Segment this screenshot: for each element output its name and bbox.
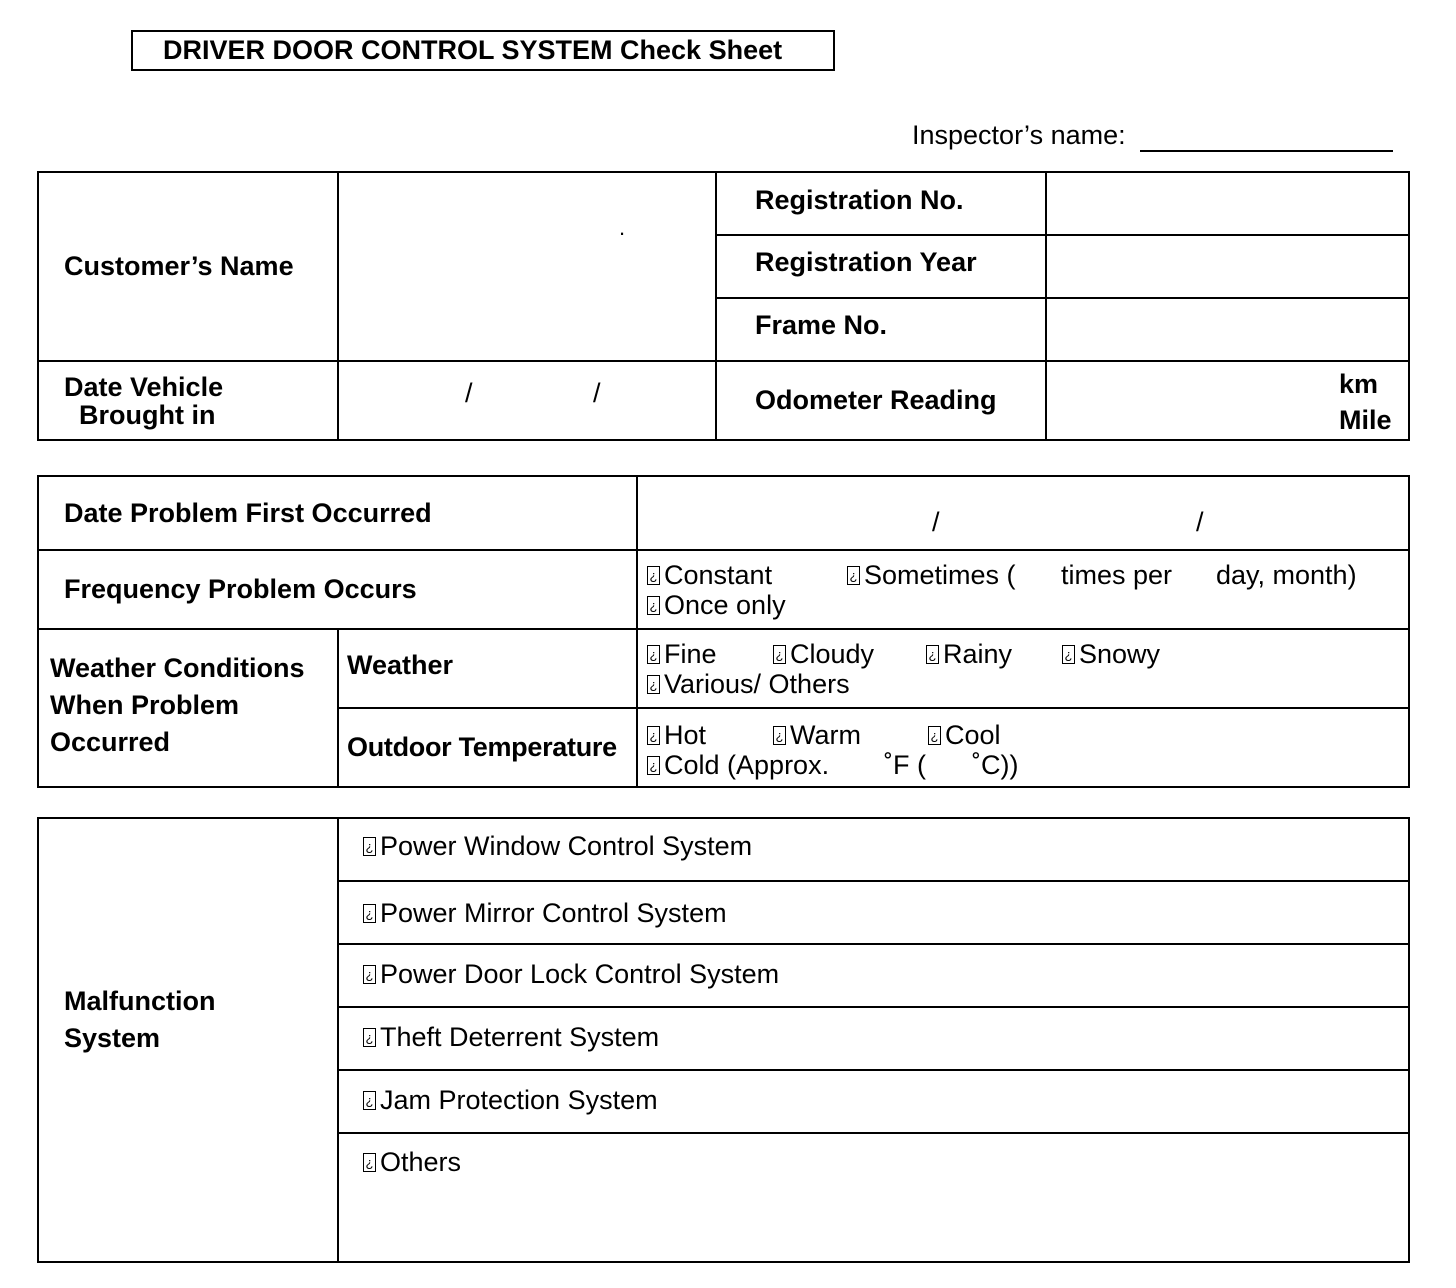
malfunction-system-row: [338, 1133, 1409, 1262]
weather-label: Weather: [347, 650, 454, 681]
frequency-day-month: day, month): [1216, 560, 1357, 590]
problem-info-table: [37, 475, 1410, 788]
registration-no-label-cell: [716, 172, 1046, 235]
malfunction-option-power-door-lock[interactable]: ¿ Power Door Lock Control System: [363, 959, 779, 990]
customer-name-label: Customer’s Name: [64, 251, 294, 282]
malfunction-option-others[interactable]: ¿ Others: [363, 1147, 461, 1178]
weather-conditions-label-line1: Weather Conditions: [50, 652, 305, 683]
malfunction-label-line2: System: [64, 1023, 161, 1053]
weather-conditions-label-cell: [38, 629, 338, 787]
frame-no-label: Frame No.: [755, 310, 888, 341]
registration-year-label-cell: [716, 235, 1046, 298]
checkbox-icon[interactable]: ¿: [363, 1153, 376, 1172]
malfunction-system-row: [338, 944, 1409, 1007]
checkbox-icon[interactable]: ¿: [1062, 645, 1075, 664]
temperature-deg-f: ˚F (: [884, 750, 926, 780]
malfunction-label-cell: [38, 818, 338, 1262]
malfunction-table: [37, 817, 1410, 1263]
weather-label-cell: [338, 629, 637, 708]
checkbox-icon[interactable]: ¿: [647, 645, 660, 664]
odometer-label-cell: [716, 361, 1046, 440]
customer-name-mark: .: [619, 215, 626, 240]
odometer-unit-km: km: [1339, 369, 1379, 399]
malfunction-label-line1: Malfunction: [64, 986, 216, 1016]
temperature-option-warm[interactable]: ¿ Warm: [773, 720, 861, 751]
date-brought-in-field[interactable]: [338, 361, 716, 440]
vehicle-info-table: [37, 171, 1410, 441]
weather-conditions-label-line2: When Problem: [50, 689, 240, 720]
checkbox-icon[interactable]: ¿: [647, 756, 660, 775]
frequency-times-per: times per: [1061, 560, 1173, 590]
weather-option-snowy[interactable]: ¿ Snowy: [1062, 639, 1160, 670]
weather-option-cloudy[interactable]: ¿ Cloudy: [773, 639, 874, 670]
registration-no-field[interactable]: [1046, 172, 1409, 235]
inspector-name-field[interactable]: [1140, 150, 1393, 152]
malfunction-option-jam-protection[interactable]: ¿ Jam Protection System: [363, 1085, 658, 1116]
checkbox-icon[interactable]: ¿: [647, 596, 660, 615]
checkbox-icon[interactable]: ¿: [363, 1028, 376, 1047]
checkbox-icon[interactable]: ¿: [363, 1091, 376, 1110]
malfunction-option-power-window[interactable]: ¿ Power Window Control System: [363, 831, 752, 862]
date-first-occurred-field[interactable]: [637, 476, 1409, 550]
frequency-option-constant[interactable]: ¿ Constant: [647, 560, 772, 591]
checkbox-icon[interactable]: ¿: [926, 645, 939, 664]
customer-name-field[interactable]: [338, 172, 716, 361]
weather-option-fine[interactable]: ¿ Fine: [647, 639, 717, 670]
page-title-text: DRIVER DOOR CONTROL SYSTEM Check Sheet: [163, 35, 783, 65]
frequency-options-cell: [637, 550, 1409, 629]
malfunction-system-row: [338, 818, 1409, 881]
date-brought-in-label-cell: [38, 361, 338, 440]
malfunction-option-power-mirror[interactable]: ¿ Power Mirror Control System: [363, 898, 727, 929]
odometer-field[interactable]: [1046, 361, 1409, 440]
malfunction-system-row: [338, 1007, 1409, 1070]
temperature-option-hot[interactable]: ¿ Hot: [647, 720, 706, 751]
weather-options-cell: [637, 629, 1409, 708]
temperature-label-cell: [338, 708, 637, 787]
weather-option-rainy[interactable]: ¿ Rainy: [926, 639, 1012, 670]
frequency-option-sometimes[interactable]: ¿ Sometimes (: [847, 560, 1016, 591]
checkbox-icon[interactable]: ¿: [647, 726, 660, 745]
date-first-separator-1: /: [932, 507, 940, 537]
date-first-occurred-label-cell: [38, 476, 637, 550]
inspector-label: Inspector’s name:: [912, 120, 1126, 150]
frequency-label-cell: [38, 550, 637, 629]
checkbox-icon[interactable]: ¿: [363, 904, 376, 923]
temperature-option-cool[interactable]: ¿ Cool: [928, 720, 1001, 751]
registration-no-label: Registration No.: [755, 185, 964, 216]
checkbox-icon[interactable]: ¿: [773, 726, 786, 745]
checkbox-icon[interactable]: ¿: [773, 645, 786, 664]
date-brought-in-label-line2: Brought in: [79, 399, 216, 430]
malfunction-system-row: [338, 1070, 1409, 1133]
checkbox-icon[interactable]: ¿: [847, 566, 860, 585]
date-brought-in-label-line1: Date Vehicle: [64, 371, 224, 402]
odometer-unit-mile: Mile: [1339, 405, 1392, 435]
frame-no-field[interactable]: [1046, 298, 1409, 361]
weather-conditions-label-line3: Occurred: [50, 726, 171, 757]
date-first-separator-2: /: [1196, 507, 1204, 537]
frame-no-label-cell: [716, 298, 1046, 361]
frequency-label: Frequency Problem Occurs: [64, 574, 417, 605]
malfunction-system-row: [338, 881, 1409, 944]
temperature-option-cold[interactable]: ¿ Cold (Approx.: [647, 750, 829, 781]
page-title: [131, 30, 835, 71]
checkbox-icon[interactable]: ¿: [928, 726, 941, 745]
malfunction-option-theft-deterrent[interactable]: ¿ Theft Deterrent System: [363, 1022, 659, 1053]
registration-year-label: Registration Year: [755, 247, 977, 278]
frequency-option-once-only[interactable]: ¿ Once only: [647, 590, 786, 621]
checkbox-icon[interactable]: ¿: [363, 837, 376, 856]
temperature-options-cell: [637, 708, 1409, 787]
date-separator-1: /: [465, 378, 473, 408]
checkbox-icon[interactable]: ¿: [647, 675, 660, 694]
temperature-deg-c: ˚C)): [972, 750, 1019, 780]
odometer-label: Odometer Reading: [755, 385, 997, 416]
registration-year-field[interactable]: [1046, 235, 1409, 298]
customer-name-label-cell: [38, 172, 338, 361]
temperature-label: Outdoor Temperature: [347, 732, 617, 763]
weather-option-various[interactable]: ¿ Various/ Others: [647, 669, 850, 700]
date-separator-2: /: [593, 378, 601, 408]
date-first-occurred-label: Date Problem First Occurred: [64, 497, 432, 528]
checkbox-icon[interactable]: ¿: [647, 566, 660, 585]
checkbox-icon[interactable]: ¿: [363, 965, 376, 984]
